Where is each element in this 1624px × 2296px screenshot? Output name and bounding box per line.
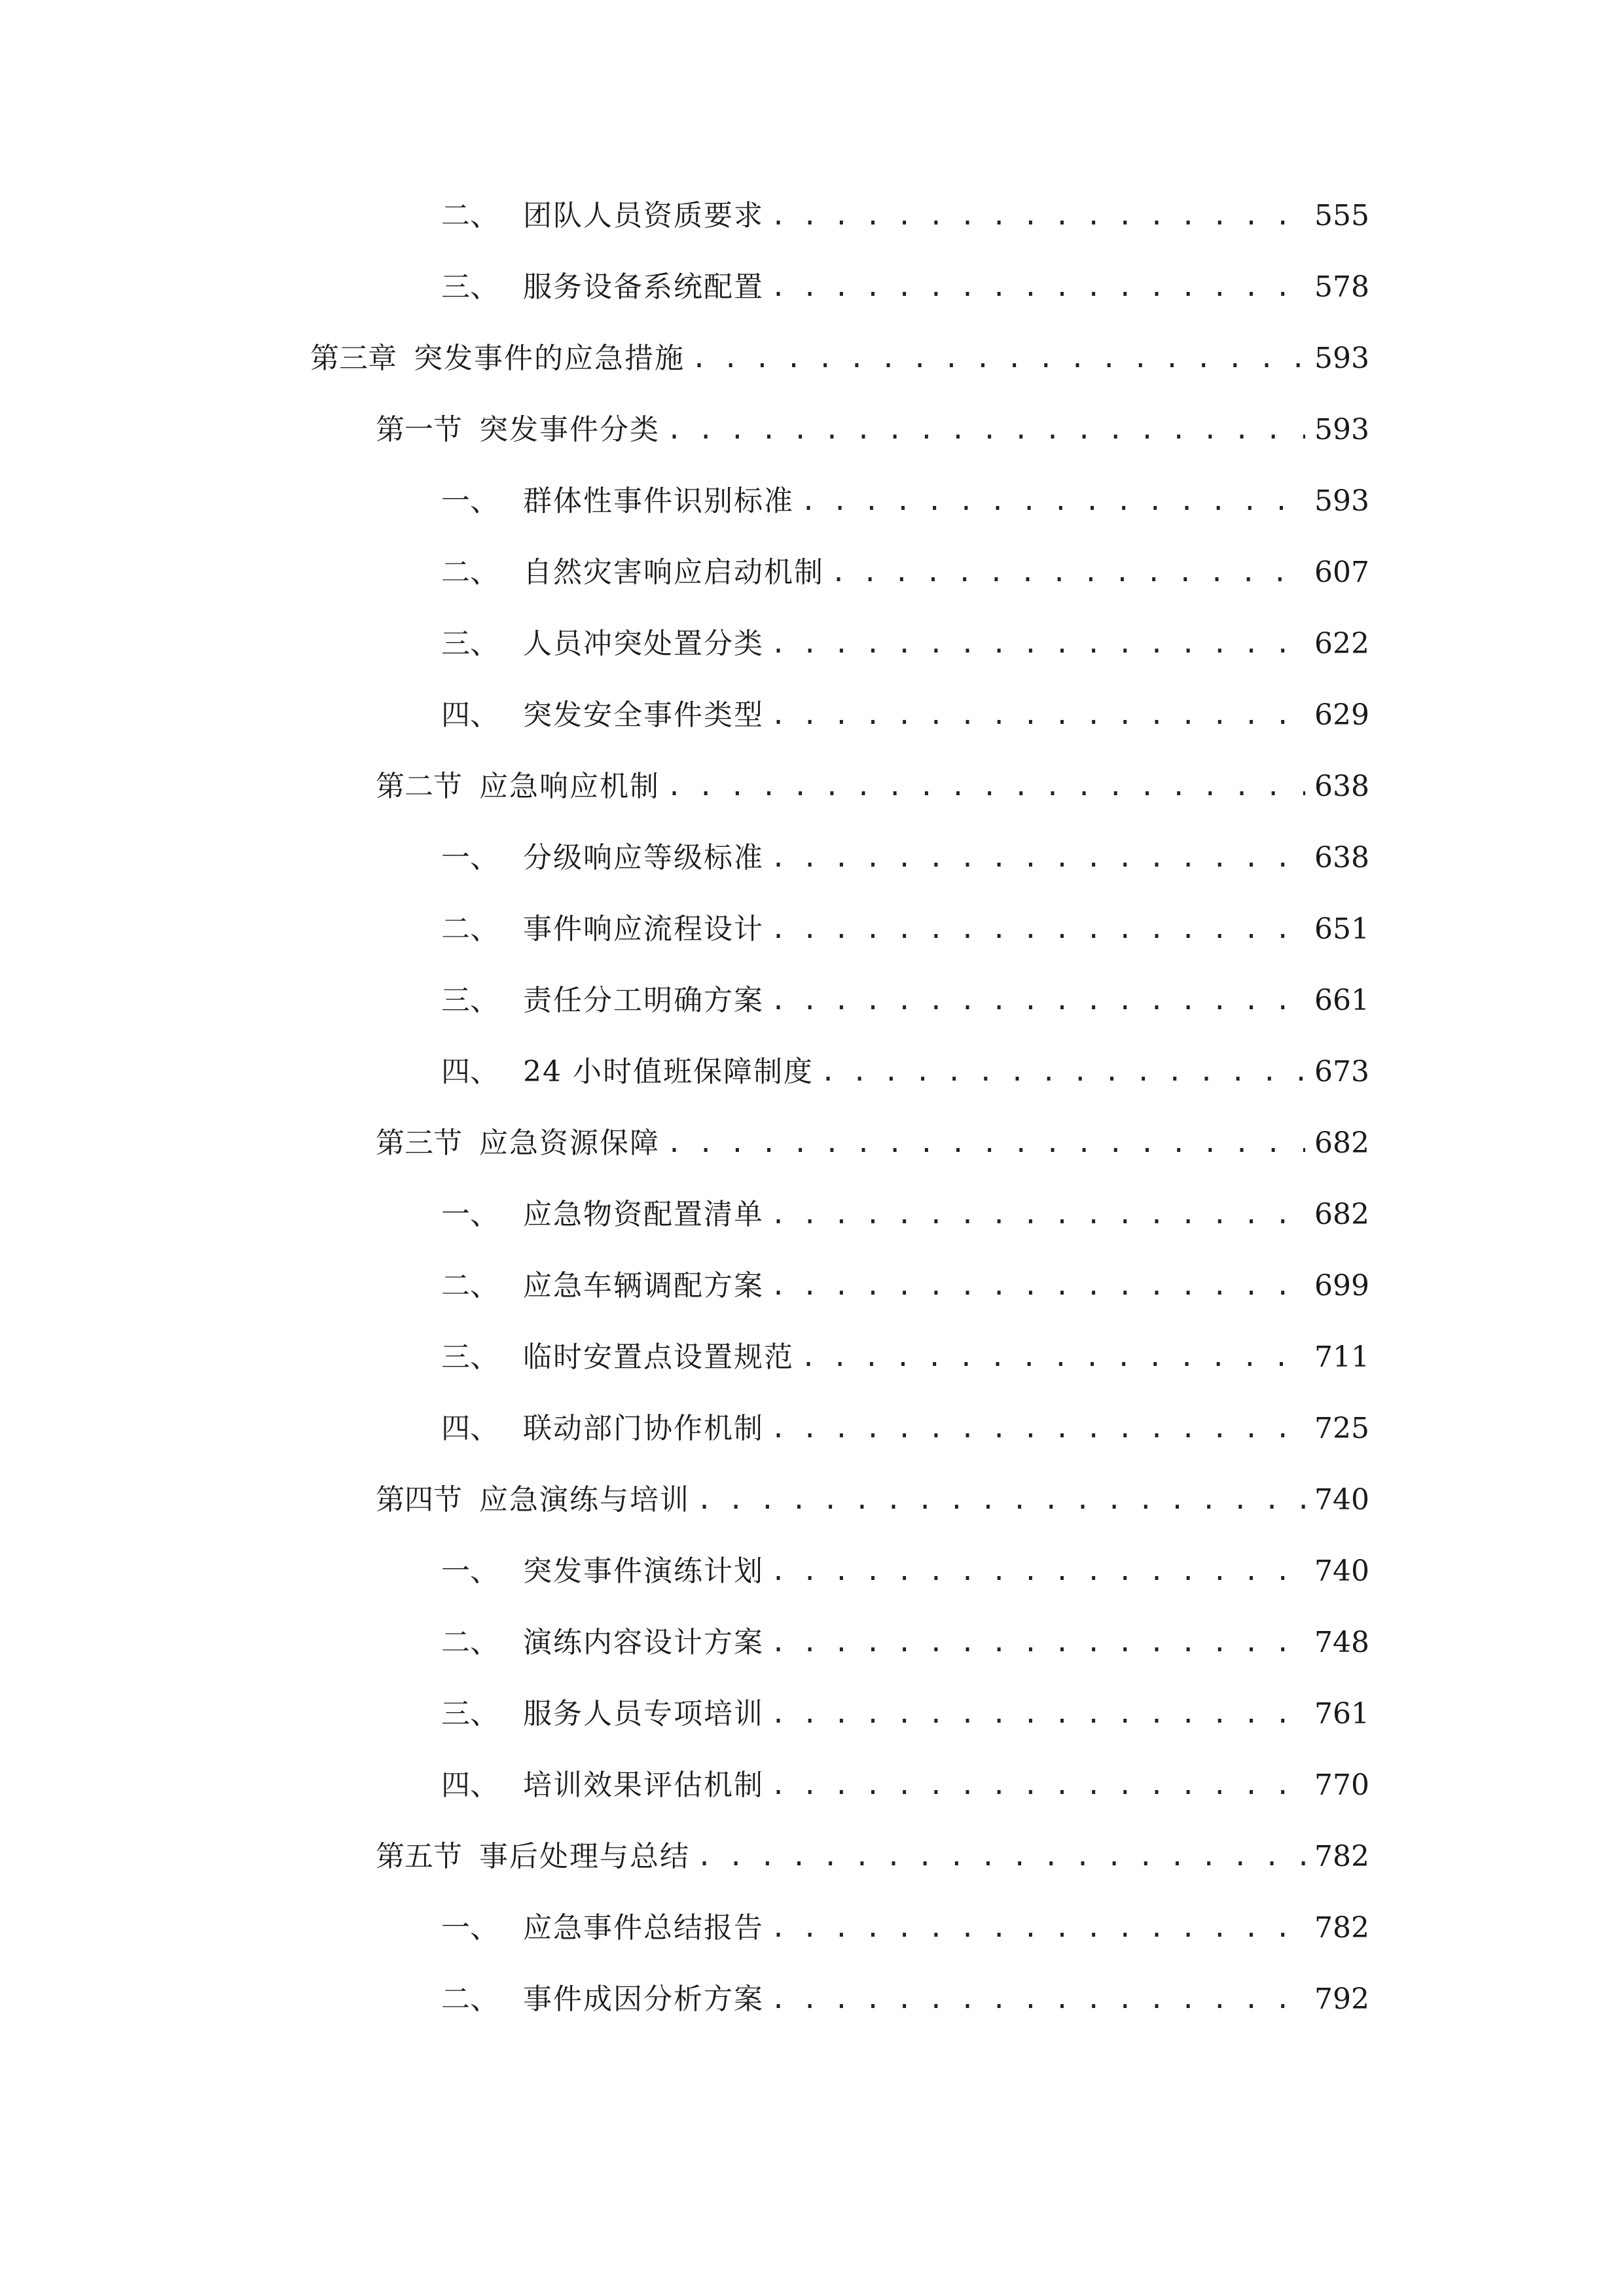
toc-entry-title: 群体性事件识别标准 — [523, 484, 794, 518]
toc-entry-title: 联动部门协作机制 — [523, 1412, 764, 1445]
toc-entry-number: 一、 — [441, 484, 499, 518]
toc-section-title: 应急响应机制 — [479, 770, 660, 803]
toc-entry-number: 三、 — [441, 1340, 499, 1374]
toc-entry-title: 人员冲突处置分类 — [523, 627, 764, 660]
toc-entry-number: 二、 — [441, 199, 499, 232]
dot-leader — [770, 1691, 1305, 1737]
dot-leader — [696, 1834, 1305, 1880]
toc-entry[interactable] — [441, 264, 1369, 310]
toc-entry-number: 三、 — [441, 627, 499, 660]
toc-entry-page: 629 — [1314, 698, 1369, 732]
toc-entry-page: 638 — [1314, 770, 1369, 803]
toc-entry-page: 711 — [1314, 1340, 1369, 1374]
toc-entry[interactable] — [441, 550, 1369, 596]
toc-entry-page: 638 — [1314, 841, 1369, 874]
toc-entry-title: 培训效果评估机制 — [523, 1768, 764, 1802]
toc-entry[interactable] — [441, 478, 1369, 524]
toc-entry-page: 682 — [1314, 1198, 1369, 1231]
toc-entry[interactable] — [441, 1549, 1369, 1594]
toc-section-number: 第三节 — [376, 1126, 462, 1160]
toc-entry[interactable] — [441, 1763, 1369, 1808]
toc-entry-page: 682 — [1314, 1126, 1369, 1160]
toc-chapter-entry[interactable] — [310, 336, 1369, 382]
toc-entry-page: 555 — [1314, 199, 1369, 232]
toc-entry-title: 事件成因分析方案 — [523, 1982, 764, 2016]
toc-entry[interactable] — [441, 1049, 1369, 1095]
toc-section-title: 应急演练与培训 — [479, 1483, 690, 1516]
toc-entry-title: 团队人员资质要求 — [523, 199, 764, 232]
toc-entry-page: 740 — [1314, 1554, 1369, 1588]
toc-entry[interactable] — [441, 1905, 1369, 1951]
toc-entry-page: 770 — [1314, 1768, 1369, 1802]
dot-leader — [770, 692, 1305, 738]
toc-entry[interactable] — [441, 1192, 1369, 1238]
toc-entry-page: 593 — [1314, 342, 1369, 375]
dot-leader — [831, 550, 1305, 596]
toc-entry-title: 服务设备系统配置 — [523, 270, 764, 304]
toc-entry-title: 自然灾害响应启动机制 — [523, 556, 824, 589]
toc-entry-page: 782 — [1314, 1911, 1369, 1945]
toc-entry[interactable] — [441, 906, 1369, 952]
toc-entry[interactable] — [441, 1977, 1369, 2022]
toc-entry-number: 二、 — [441, 1269, 499, 1302]
toc-chapter-title: 突发事件的应急措施 — [414, 342, 685, 375]
toc-entry-page: 607 — [1314, 556, 1369, 589]
toc-section-entry[interactable] — [376, 1121, 1369, 1166]
dot-leader — [770, 835, 1305, 881]
dot-leader — [770, 1192, 1305, 1238]
toc-section-number: 第五节 — [376, 1840, 462, 1873]
dot-leader — [770, 1905, 1305, 1951]
toc-section-title: 突发事件分类 — [479, 413, 660, 446]
toc-entry-page: 699 — [1314, 1269, 1369, 1302]
dot-leader — [691, 336, 1305, 382]
dot-leader — [820, 1049, 1305, 1095]
toc-entry-title: 服务人员专项培训 — [523, 1697, 764, 1731]
toc-entry-number: 一、 — [441, 1554, 499, 1588]
toc-entry-title: 演练内容设计方案 — [523, 1626, 764, 1659]
toc-entry[interactable] — [441, 1263, 1369, 1309]
dot-leader — [666, 1121, 1305, 1166]
toc-entry[interactable] — [441, 621, 1369, 667]
dot-leader — [770, 1763, 1305, 1808]
dot-leader — [770, 1263, 1305, 1309]
toc-entry-number: 二、 — [441, 912, 499, 946]
toc-entry-page: 673 — [1314, 1055, 1369, 1088]
toc-entry[interactable] — [441, 1406, 1369, 1452]
toc-entry-page: 740 — [1314, 1483, 1369, 1516]
dot-leader — [666, 407, 1305, 453]
toc-section-entry[interactable] — [376, 407, 1369, 453]
toc-section-number: 第二节 — [376, 770, 462, 803]
toc-section-entry[interactable] — [376, 1834, 1369, 1880]
toc-entry-page: 792 — [1314, 1982, 1369, 2016]
toc-entry-number: 四、 — [441, 1412, 499, 1445]
toc-entry-title: 突发事件演练计划 — [523, 1554, 764, 1588]
toc-entry-title: 责任分工明确方案 — [523, 984, 764, 1017]
toc-entry-page: 725 — [1314, 1412, 1369, 1445]
toc-entry-page: 593 — [1314, 484, 1369, 518]
toc-section-number: 第四节 — [376, 1483, 462, 1516]
toc-entry-title: 分级响应等级标准 — [523, 841, 764, 874]
toc-entry-title: 应急事件总结报告 — [523, 1911, 764, 1945]
toc-section-title: 事后处理与总结 — [479, 1840, 690, 1873]
toc-entry-number: 二、 — [441, 556, 499, 589]
toc-entry-number: 三、 — [441, 984, 499, 1017]
dot-leader — [770, 906, 1305, 952]
dot-leader — [770, 978, 1305, 1024]
toc-entry-number: 一、 — [441, 841, 499, 874]
toc-entry-number: 四、 — [441, 1055, 499, 1088]
dot-leader — [801, 1335, 1305, 1380]
dot-leader — [770, 264, 1305, 310]
toc-entry-title: 事件响应流程设计 — [523, 912, 764, 946]
toc-entry[interactable] — [441, 835, 1369, 881]
toc-entry-title: 临时安置点设置规范 — [523, 1340, 794, 1374]
dot-leader — [770, 193, 1305, 239]
toc-entry-number: 三、 — [441, 270, 499, 304]
toc-entry-number: 二、 — [441, 1982, 499, 2016]
toc-entry-title: 突发安全事件类型 — [523, 698, 764, 732]
toc-entry-page: 578 — [1314, 270, 1369, 304]
dot-leader — [770, 1977, 1305, 2022]
dot-leader — [801, 478, 1305, 524]
toc-entry-page: 761 — [1314, 1697, 1369, 1731]
toc-entry[interactable] — [441, 978, 1369, 1024]
toc-entry-title: 应急物资配置清单 — [523, 1198, 764, 1231]
toc-entry-page: 661 — [1314, 984, 1369, 1017]
dot-leader — [666, 764, 1305, 810]
toc-entry[interactable] — [441, 692, 1369, 738]
dot-leader — [770, 621, 1305, 667]
toc-entry[interactable] — [441, 1335, 1369, 1380]
toc-entry-title: 应急车辆调配方案 — [523, 1269, 764, 1302]
dot-leader — [770, 1406, 1305, 1452]
toc-entry[interactable] — [441, 1620, 1369, 1666]
toc-entry-number: 一、 — [441, 1911, 499, 1945]
toc-section-number: 第一节 — [376, 413, 462, 446]
toc-entry-number: 二、 — [441, 1626, 499, 1659]
dot-leader — [696, 1477, 1305, 1523]
toc-entry-title: 24 小时值班保障制度 — [523, 1055, 814, 1088]
toc-entry-number: 四、 — [441, 698, 499, 732]
toc-entry-number: 四、 — [441, 1768, 499, 1802]
toc-entry-page: 593 — [1314, 413, 1369, 446]
toc-entry-number: 一、 — [441, 1198, 499, 1231]
toc-entry[interactable] — [441, 193, 1369, 239]
toc-section-entry[interactable] — [376, 1477, 1369, 1523]
toc-entry-number: 三、 — [441, 1697, 499, 1731]
dot-leader — [770, 1549, 1305, 1594]
toc-entry[interactable] — [441, 1691, 1369, 1737]
toc-section-entry[interactable] — [376, 764, 1369, 810]
toc-section-title: 应急资源保障 — [479, 1126, 660, 1160]
toc-entry-page: 622 — [1314, 627, 1369, 660]
toc-entry-page: 748 — [1314, 1626, 1369, 1659]
toc-entry-page: 651 — [1314, 912, 1369, 946]
toc-chapter-number: 第三章 — [310, 342, 397, 375]
dot-leader — [770, 1620, 1305, 1666]
toc-entry-page: 782 — [1314, 1840, 1369, 1873]
